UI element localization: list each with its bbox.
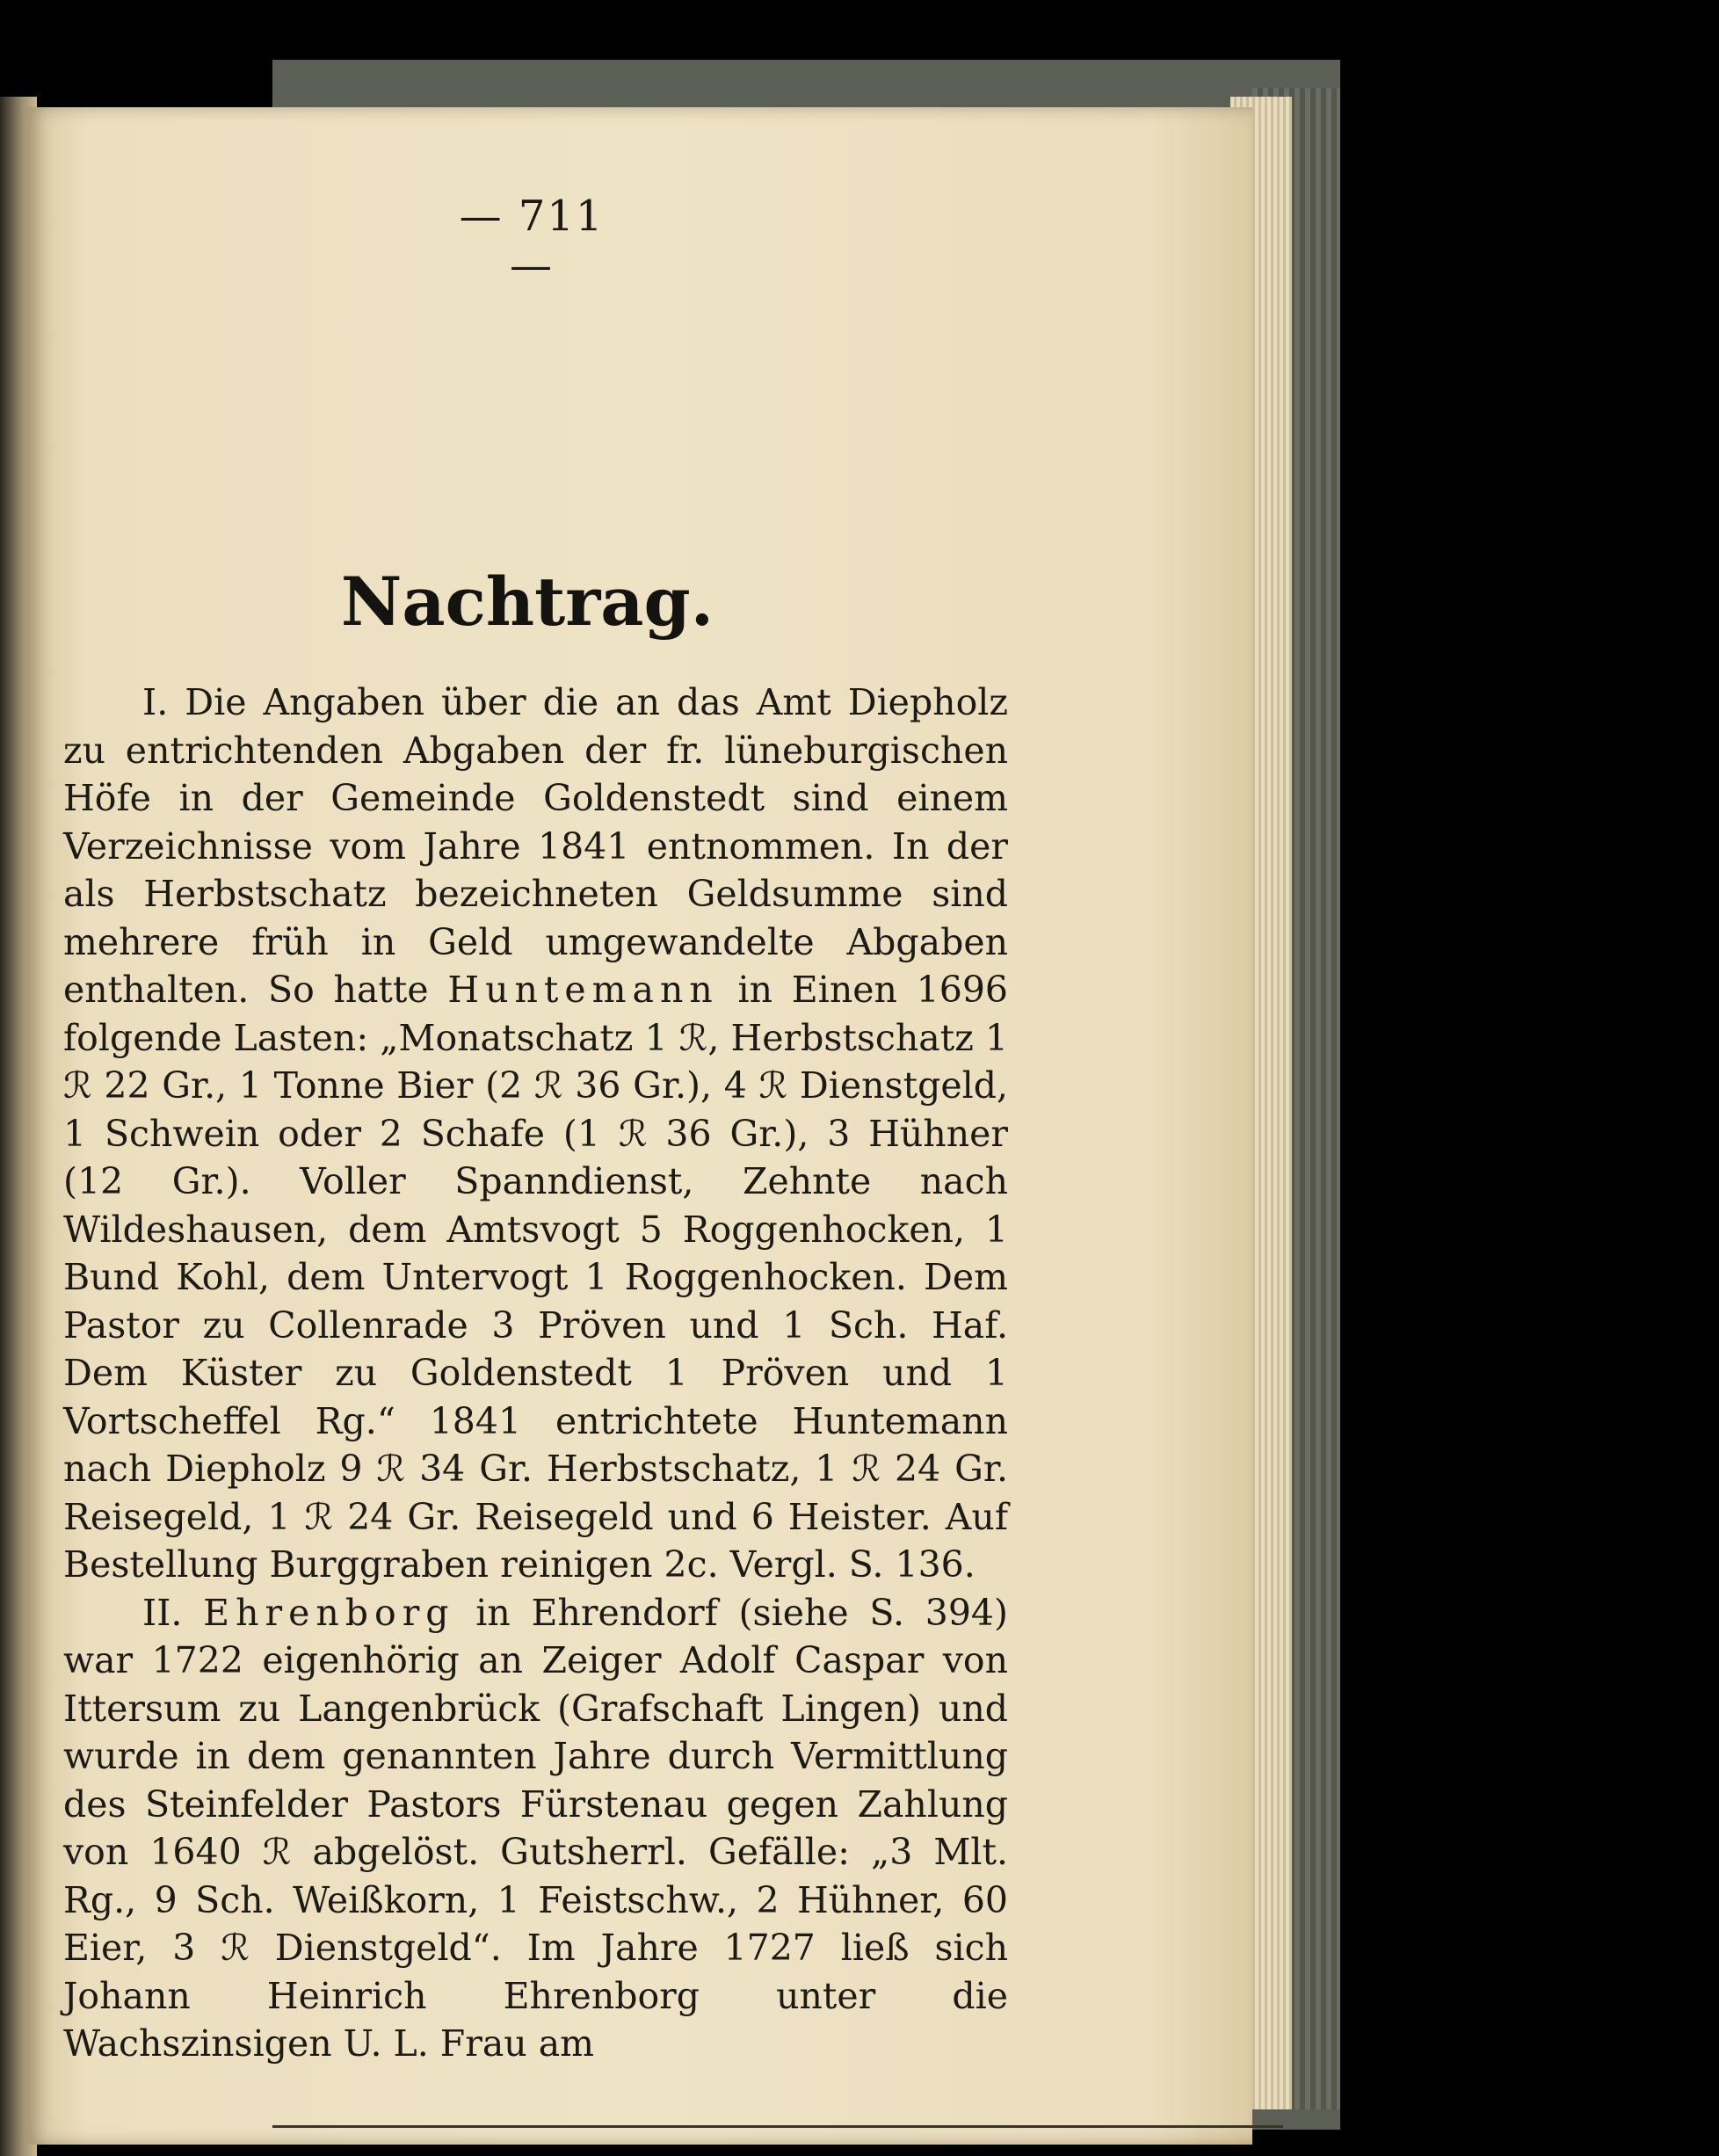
- paragraph-2: [63, 1589, 1008, 2068]
- page-number: — 711 —: [459, 192, 605, 290]
- paragraph-1-text-a: I. Die Angaben über die an das Amt Diepholz zu entrichtenden Abgaben der fr. lüneburgischen Höfe in der Gemeinde Goldenstedt sind einem Verzeichnisse vom Jahre 1841 entnommen. In der als Herbstschatz bezeichneten Geldsumme sind mehrere früh in Geld umgewandelte Abgaben enthalten. So hatte: [63, 681, 1008, 1011]
- paragraph-1-text-b: in Einen 1696 folgende Lasten: „Monatschatz 1 ℛ, Herbstschatz 1 ℛ 22 Gr., 1 Tonne Bier (2 ℛ 36 Gr.), 4 ℛ Dienstgeld, 1 Schwein oder 2 Schafe (1 ℛ 36 Gr.), 3 Hühner (12 Gr.). Voller Spanndienst, Zehnte nach Wildeshausen, dem Amtsvogt 5 Roggenhocken, 1 Bund Kohl, dem Untervogt 1 Roggenhocken. Dem Pastor zu Collenrade 3 Pröven und 1 Sch. Haf. Dem Küster zu Goldenstedt 1 Pröven und 1 Vortscheffel Rg.“ 1841 entrichtete Huntemann nach Diepholz 9 ℛ 34 Gr. Herbstschatz, 1 ℛ 24 Gr. Reisegeld, 1 ℛ 24 Gr. Reisegeld und 6 Heister. Auf Bestellung Burggraben reinigen 2c. Vergl. S. 136.: [63, 969, 1008, 1586]
- paragraph-2-name: Ehrenborg: [203, 1591, 455, 1634]
- paragraph-1: [63, 679, 1008, 1589]
- section-heading: Nachtrag.: [340, 563, 714, 641]
- paragraph-2-text-a: II.: [142, 1591, 204, 1634]
- body-text: [63, 679, 1008, 2068]
- paragraph-2-text-b: in Ehrendorf (siehe S. 394) war 1722 eigenhörig an Zeiger Adolf Caspar von Ittersum zu Langenbrück (Grafschaft Lingen) und wurde in dem genannten Jahre durch Vermittlung des Steinfelder Pastors Fürstenau gegen Zahlung von 1640 ℛ abgelöst. Gutsherrl. Gefälle: „3 Mlt. Rg., 9 Sch. Weißkorn, 1 Feistschw., 2 Hühner, 60 Eier, 3 ℛ Dienstgeld“. Im Jahre 1727 ließ sich Johann Heinrich Ehrenborg unter die Wachszinsigen U. L. Frau am: [63, 1591, 1008, 2065]
- bottom-edge-line: [272, 2125, 1283, 2128]
- paragraph-1-name: Huntemann: [447, 969, 719, 1011]
